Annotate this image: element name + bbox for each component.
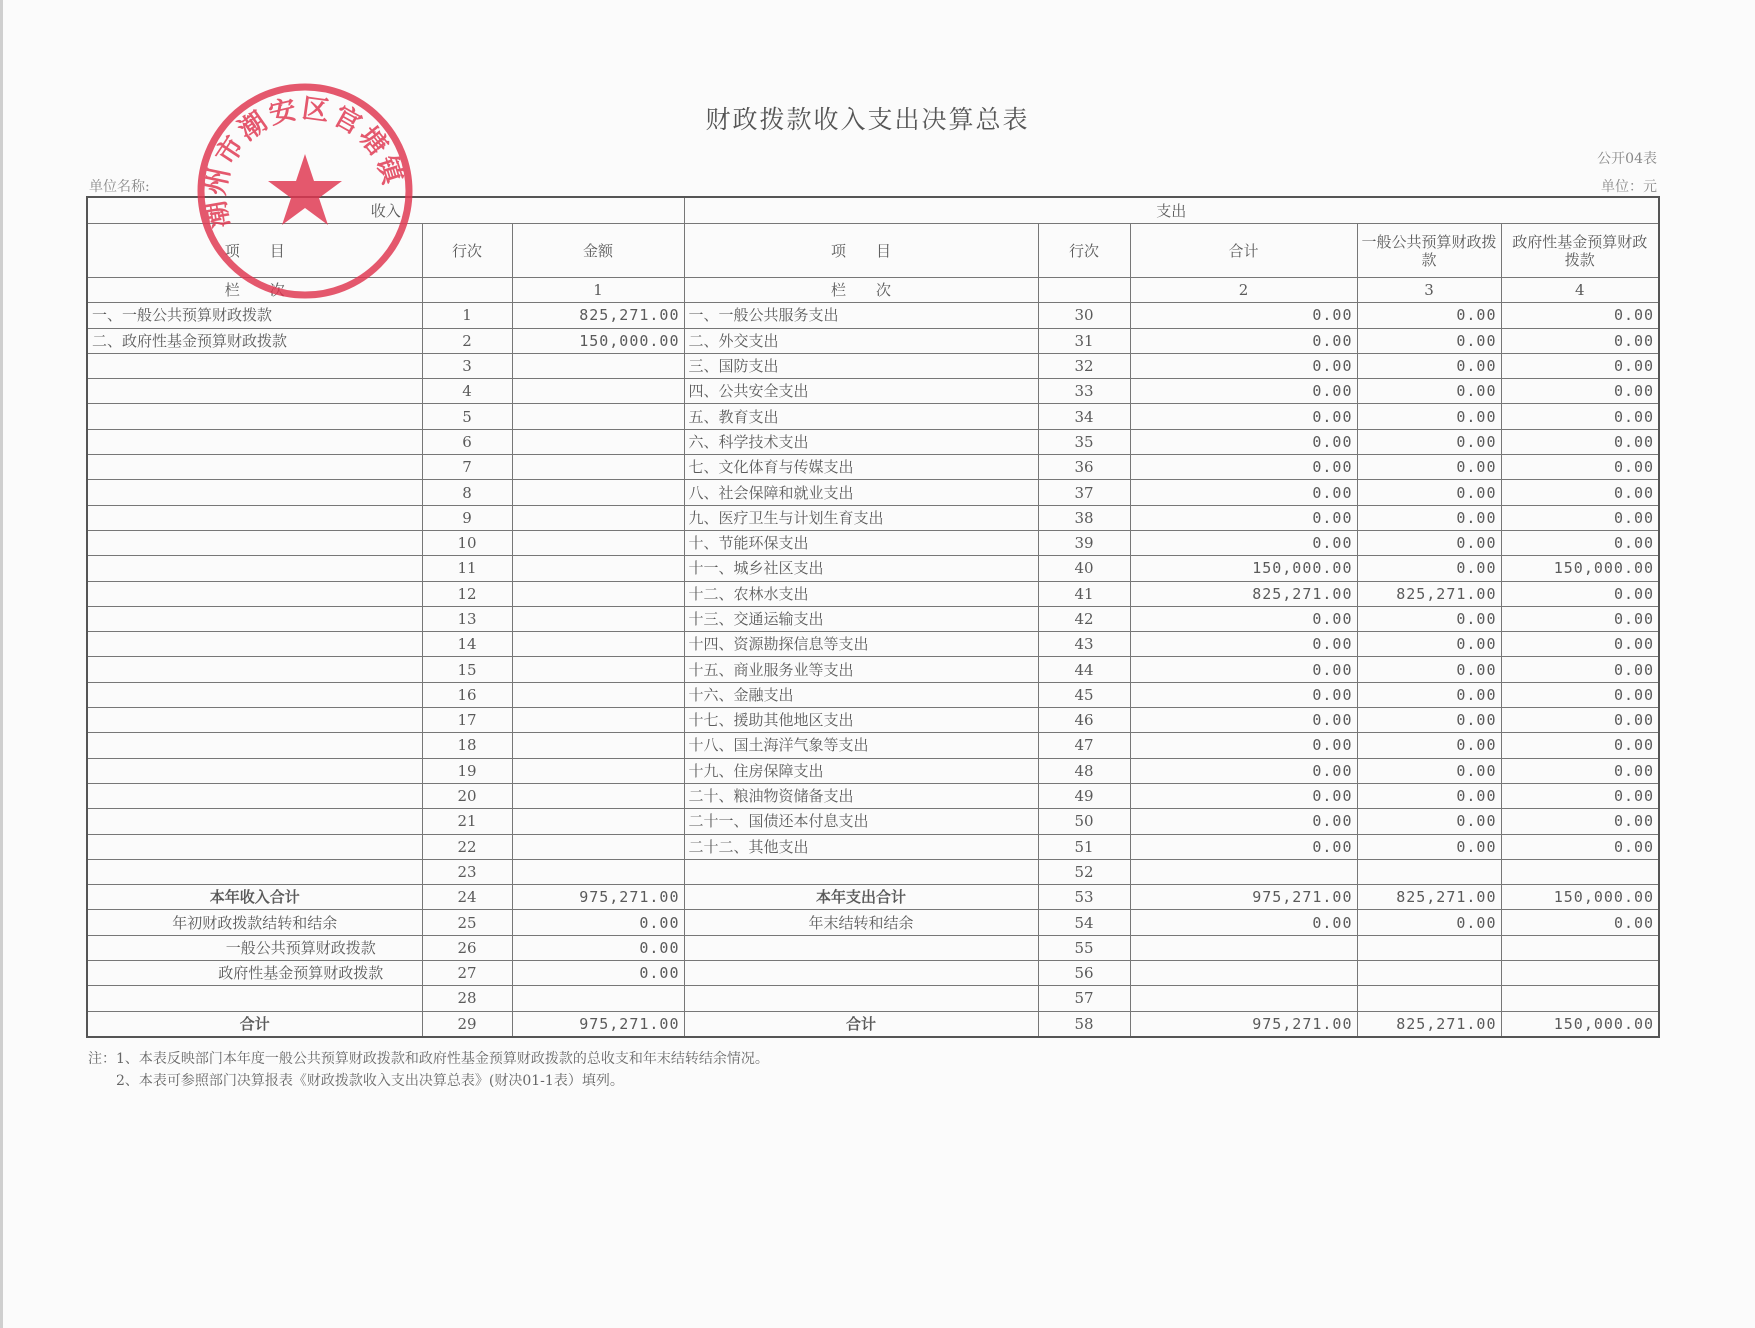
- page-title: 财政拨款收入支出决算总表: [705, 105, 1030, 134]
- income-row-no: 29: [422, 1011, 512, 1037]
- expense-general-budget: 0.00: [1357, 758, 1501, 783]
- expense-total: 825,271.00: [1130, 581, 1357, 606]
- table-row: [87, 606, 1659, 631]
- column-index-2: 2: [1130, 278, 1357, 303]
- income-item: [87, 379, 422, 404]
- income-row-no: 2: [422, 328, 512, 353]
- income-row-no: 24: [422, 885, 512, 910]
- income-amount: [512, 682, 684, 707]
- income-row-no: 22: [422, 834, 512, 859]
- income-row-no: 9: [422, 505, 512, 530]
- income-item-header: 项 目: [87, 224, 422, 278]
- expense-gov-fund: [1501, 859, 1659, 884]
- column-index-1: 1: [512, 278, 684, 303]
- expense-row-no: 37: [1038, 480, 1130, 505]
- table-row: [87, 581, 1659, 606]
- expense-general-budget: 0.00: [1357, 379, 1501, 404]
- income-row-no: 10: [422, 530, 512, 555]
- expense-gov-fund: 0.00: [1501, 632, 1659, 657]
- income-amount: [512, 758, 684, 783]
- table-row: [87, 379, 1659, 404]
- expense-item: 五、教育支出: [684, 404, 1038, 429]
- scan-edge: [0, 0, 3, 1328]
- expense-general-budget: 0.00: [1357, 733, 1501, 758]
- income-amount: [512, 733, 684, 758]
- expense-total: 0.00: [1130, 353, 1357, 378]
- currency-unit: 单位：元: [1601, 179, 1657, 195]
- income-item: [87, 708, 422, 733]
- expense-general-budget: 825,271.00: [1357, 1011, 1501, 1037]
- table-row: [87, 556, 1659, 581]
- expense-item: 本年支出合计: [684, 885, 1038, 910]
- seal-star-icon: [268, 154, 342, 225]
- expense-item: 六、科学技术支出: [684, 429, 1038, 454]
- expense-general-budget: 0.00: [1357, 480, 1501, 505]
- table-row: [87, 834, 1659, 859]
- income-item: [87, 657, 422, 682]
- expense-total: 150,000.00: [1130, 556, 1357, 581]
- column-index-4: 4: [1501, 278, 1659, 303]
- expense-item: 三、国防支出: [684, 353, 1038, 378]
- expense-row-no: 43: [1038, 632, 1130, 657]
- expense-item: 十九、住房保障支出: [684, 758, 1038, 783]
- expense-general-budget: 0.00: [1357, 505, 1501, 530]
- expense-general-budget: 0.00: [1357, 783, 1501, 808]
- table-body: [87, 197, 1659, 1037]
- appropriation-summary-table: [86, 196, 1660, 1038]
- expense-item: 十四、资源勘探信息等支出: [684, 632, 1038, 657]
- expense-row-no: 38: [1038, 505, 1130, 530]
- expense-total: 0.00: [1130, 758, 1357, 783]
- expense-general-budget: 825,271.00: [1357, 885, 1501, 910]
- expense-gov-fund: 0.00: [1501, 404, 1659, 429]
- income-item: [87, 809, 422, 834]
- income-amount: [512, 708, 684, 733]
- expense-row-no: 44: [1038, 657, 1130, 682]
- income-item: [87, 556, 422, 581]
- expense-total: 0.00: [1130, 480, 1357, 505]
- expense-row-no: 55: [1038, 935, 1130, 960]
- expense-gov-fund: 0.00: [1501, 455, 1659, 480]
- expense-gov-fund: 0.00: [1501, 379, 1659, 404]
- expense-gov-fund: 0.00: [1501, 682, 1659, 707]
- expense-row-no: 30: [1038, 303, 1130, 328]
- expense-gov-fund: [1501, 961, 1659, 986]
- expense-item: 十二、农林水支出: [684, 581, 1038, 606]
- income-amount: [512, 505, 684, 530]
- expense-general-budget: [1357, 935, 1501, 960]
- expense-gov-fund: 0.00: [1501, 910, 1659, 935]
- income-amount: [512, 809, 684, 834]
- empty-cell: [1038, 278, 1130, 303]
- official-seal-stamp: [190, 76, 420, 306]
- income-item: [87, 606, 422, 631]
- table-row: [87, 682, 1659, 707]
- income-row-no: 27: [422, 961, 512, 986]
- expense-total: 0.00: [1130, 834, 1357, 859]
- income-amount: 975,271.00: [512, 1011, 684, 1037]
- column-index-3: 3: [1357, 278, 1501, 303]
- income-row-no-header: 行次: [422, 224, 512, 278]
- income-row-no: 26: [422, 935, 512, 960]
- expense-section-header: 支出: [684, 197, 1659, 224]
- income-row-no: 6: [422, 429, 512, 454]
- expense-total: 0.00: [1130, 328, 1357, 353]
- income-row-no: 15: [422, 657, 512, 682]
- expense-general-budget: 0.00: [1357, 682, 1501, 707]
- income-item: [87, 480, 422, 505]
- income-row-no: 13: [422, 606, 512, 631]
- income-item: [87, 986, 422, 1011]
- expense-gov-fund: 0.00: [1501, 480, 1659, 505]
- expense-general-budget: 0.00: [1357, 606, 1501, 631]
- income-amount: 975,271.00: [512, 885, 684, 910]
- expense-gov-fund: [1501, 935, 1659, 960]
- table-row: [87, 632, 1659, 657]
- expense-row-no: 33: [1038, 379, 1130, 404]
- expense-row-no: 52: [1038, 859, 1130, 884]
- expense-item: 十六、金融支出: [684, 682, 1038, 707]
- income-amount: [512, 480, 684, 505]
- expense-total: [1130, 986, 1357, 1011]
- expense-gov-fund: 0.00: [1501, 733, 1659, 758]
- expense-gov-fund: 0.00: [1501, 606, 1659, 631]
- expense-row-no: 50: [1038, 809, 1130, 834]
- table-row: [87, 530, 1659, 555]
- table-row: [87, 758, 1659, 783]
- expense-item: 八、社会保障和就业支出: [684, 480, 1038, 505]
- summary-row: [87, 935, 1659, 960]
- expense-item: 十三、交通运输支出: [684, 606, 1038, 631]
- expense-item: 九、医疗卫生与计划生育支出: [684, 505, 1038, 530]
- expense-general-budget: [1357, 961, 1501, 986]
- income-row-no: 7: [422, 455, 512, 480]
- income-item: [87, 505, 422, 530]
- income-amount: [512, 632, 684, 657]
- table-row: [87, 480, 1659, 505]
- income-amount: 0.00: [512, 910, 684, 935]
- expense-item: 二、外交支出: [684, 328, 1038, 353]
- income-row-no: 28: [422, 986, 512, 1011]
- expense-item: [684, 859, 1038, 884]
- income-amount: 0.00: [512, 961, 684, 986]
- expense-item: 四、公共安全支出: [684, 379, 1038, 404]
- income-amount: [512, 606, 684, 631]
- expense-general-budget: [1357, 986, 1501, 1011]
- expense-gov-fund: 0.00: [1501, 328, 1659, 353]
- expense-row-no-header: 行次: [1038, 224, 1130, 278]
- income-amount: [512, 404, 684, 429]
- income-row-no: 23: [422, 859, 512, 884]
- general-budget-header: 一般公共预算财政拨款: [1357, 224, 1501, 278]
- form-number: 公开04表: [1597, 151, 1657, 167]
- footnote-2: 2、本表可参照部门决算报表《财政拨款收入支出决算总表》(财决01-1表）填列。: [88, 1073, 624, 1089]
- income-item: [87, 733, 422, 758]
- table-row: [87, 733, 1659, 758]
- expense-total: 0.00: [1130, 379, 1357, 404]
- income-amount: [512, 455, 684, 480]
- grand-total-row: [87, 1011, 1659, 1037]
- income-row-no: 18: [422, 733, 512, 758]
- expense-row-no: 48: [1038, 758, 1130, 783]
- income-amount: 825,271.00: [512, 303, 684, 328]
- income-item: [87, 581, 422, 606]
- expense-row-no: 57: [1038, 986, 1130, 1011]
- income-amount: [512, 783, 684, 808]
- expense-total: 975,271.00: [1130, 1011, 1357, 1037]
- expense-row-no: 32: [1038, 353, 1130, 378]
- expense-general-budget: 0.00: [1357, 353, 1501, 378]
- expense-item: 十、节能环保支出: [684, 530, 1038, 555]
- expense-gov-fund: 0.00: [1501, 353, 1659, 378]
- income-row-no: 4: [422, 379, 512, 404]
- income-item: [87, 682, 422, 707]
- expense-gov-fund: 0.00: [1501, 429, 1659, 454]
- income-amount: [512, 657, 684, 682]
- expense-general-budget: 0.00: [1357, 328, 1501, 353]
- income-amount: 150,000.00: [512, 328, 684, 353]
- expense-general-budget: [1357, 859, 1501, 884]
- expense-total: 0.00: [1130, 682, 1357, 707]
- expense-general-budget: 0.00: [1357, 632, 1501, 657]
- expense-row-no: 31: [1038, 328, 1130, 353]
- expense-item: 十八、国土海洋气象等支出: [684, 733, 1038, 758]
- table-row: [87, 429, 1659, 454]
- table-row: [87, 505, 1659, 530]
- expense-gov-fund: 0.00: [1501, 834, 1659, 859]
- income-row-no: 14: [422, 632, 512, 657]
- summary-row: [87, 986, 1659, 1011]
- expense-row-no: 49: [1038, 783, 1130, 808]
- summary-row: [87, 885, 1659, 910]
- income-row-no: 12: [422, 581, 512, 606]
- income-amount: [512, 353, 684, 378]
- expense-general-budget: 0.00: [1357, 834, 1501, 859]
- expense-total: 0.00: [1130, 632, 1357, 657]
- expense-total: 0.00: [1130, 455, 1357, 480]
- expense-item: 年末结转和结余: [684, 910, 1038, 935]
- table-row: [87, 708, 1659, 733]
- expense-column-label: 栏 次: [684, 278, 1038, 303]
- empty-cell: [422, 278, 512, 303]
- expense-total: 0.00: [1130, 429, 1357, 454]
- expense-general-budget: 0.00: [1357, 910, 1501, 935]
- expense-general-budget: 0.00: [1357, 708, 1501, 733]
- income-item: 二、政府性基金预算财政拨款: [87, 328, 422, 353]
- income-item: 合计: [87, 1011, 422, 1037]
- expense-total: 0.00: [1130, 606, 1357, 631]
- expense-row-no: 41: [1038, 581, 1130, 606]
- expense-row-no: 51: [1038, 834, 1130, 859]
- expense-total: 0.00: [1130, 809, 1357, 834]
- income-item: [87, 353, 422, 378]
- income-amount: [512, 581, 684, 606]
- income-item: [87, 834, 422, 859]
- income-item: 政府性基金预算财政拨款: [87, 961, 422, 986]
- income-item: [87, 530, 422, 555]
- income-row-no: 17: [422, 708, 512, 733]
- table-row: [87, 859, 1659, 884]
- expense-item: [684, 986, 1038, 1011]
- income-amount: 0.00: [512, 935, 684, 960]
- income-row-no: 19: [422, 758, 512, 783]
- expense-general-budget: 0.00: [1357, 455, 1501, 480]
- expense-row-no: 56: [1038, 961, 1130, 986]
- expense-gov-fund: 0.00: [1501, 303, 1659, 328]
- expense-total: 0.00: [1130, 783, 1357, 808]
- table-row: [87, 404, 1659, 429]
- expense-total: 0.00: [1130, 505, 1357, 530]
- income-row-no: 1: [422, 303, 512, 328]
- income-section-header: 收入: [87, 197, 684, 224]
- expense-total: [1130, 935, 1357, 960]
- expense-gov-fund: 0.00: [1501, 708, 1659, 733]
- table-row: [87, 809, 1659, 834]
- expense-row-no: 40: [1038, 556, 1130, 581]
- income-amount-header: 金额: [512, 224, 684, 278]
- income-item: 本年收入合计: [87, 885, 422, 910]
- expense-total: 0.00: [1130, 530, 1357, 555]
- expense-item-header: 项 目: [684, 224, 1038, 278]
- expense-total: 0.00: [1130, 733, 1357, 758]
- expense-item: 七、文化体育与传媒支出: [684, 455, 1038, 480]
- income-item: [87, 859, 422, 884]
- table-row: [87, 455, 1659, 480]
- unit-name-label: 单位名称:: [89, 179, 150, 195]
- summary-row: [87, 961, 1659, 986]
- income-item: [87, 758, 422, 783]
- expense-general-budget: 0.00: [1357, 530, 1501, 555]
- income-amount: [512, 530, 684, 555]
- income-item: 一般公共预算财政拨款: [87, 935, 422, 960]
- income-item: 一、一般公共预算财政拨款: [87, 303, 422, 328]
- expense-gov-fund: 0.00: [1501, 657, 1659, 682]
- expense-item: 十七、援助其他地区支出: [684, 708, 1038, 733]
- expense-general-budget: 0.00: [1357, 429, 1501, 454]
- expense-gov-fund: 0.00: [1501, 809, 1659, 834]
- expense-gov-fund: 150,000.00: [1501, 885, 1659, 910]
- expense-total: 975,271.00: [1130, 885, 1357, 910]
- expense-total: 0.00: [1130, 657, 1357, 682]
- income-row-no: 11: [422, 556, 512, 581]
- expense-row-no: 58: [1038, 1011, 1130, 1037]
- expense-gov-fund: 0.00: [1501, 505, 1659, 530]
- expense-total-header: 合计: [1130, 224, 1357, 278]
- gov-fund-header: 政府性基金预算财政拨款: [1501, 224, 1659, 278]
- expense-item: 一、一般公共服务支出: [684, 303, 1038, 328]
- expense-total: 0.00: [1130, 404, 1357, 429]
- expense-total: 0.00: [1130, 910, 1357, 935]
- income-amount: [512, 429, 684, 454]
- expense-gov-fund: [1501, 986, 1659, 1011]
- table-row: [87, 657, 1659, 682]
- expense-total: [1130, 961, 1357, 986]
- income-row-no: 5: [422, 404, 512, 429]
- expense-gov-fund: 0.00: [1501, 758, 1659, 783]
- income-item: [87, 455, 422, 480]
- income-amount: [512, 859, 684, 884]
- footnote-1: 注：1、本表反映部门本年度一般公共预算财政拨款和政府性基金预算财政拨款的总收支和年末结转结余情况。: [88, 1051, 769, 1067]
- expense-row-no: 36: [1038, 455, 1130, 480]
- seal-text: 潮州市潮安区官塘镇: [199, 93, 409, 231]
- expense-gov-fund: 0.00: [1501, 783, 1659, 808]
- expense-total: [1130, 859, 1357, 884]
- income-row-no: 20: [422, 783, 512, 808]
- table-row: [87, 783, 1659, 808]
- income-item: [87, 404, 422, 429]
- expense-general-budget: 0.00: [1357, 809, 1501, 834]
- expense-item: 十一、城乡社区支出: [684, 556, 1038, 581]
- expense-item: [684, 935, 1038, 960]
- footnotes: [88, 1048, 769, 1092]
- expense-item: 二十一、国债还本付息支出: [684, 809, 1038, 834]
- table-row: [87, 328, 1659, 353]
- expense-item: 二十二、其他支出: [684, 834, 1038, 859]
- expense-gov-fund: 150,000.00: [1501, 556, 1659, 581]
- expense-general-budget: 825,271.00: [1357, 581, 1501, 606]
- expense-general-budget: 0.00: [1357, 303, 1501, 328]
- income-item: [87, 783, 422, 808]
- expense-gov-fund: 0.00: [1501, 581, 1659, 606]
- expense-item: [684, 961, 1038, 986]
- table-row: [87, 353, 1659, 378]
- income-column-label: 栏 次: [87, 278, 422, 303]
- income-row-no: 8: [422, 480, 512, 505]
- expense-row-no: 45: [1038, 682, 1130, 707]
- expense-row-no: 42: [1038, 606, 1130, 631]
- income-row-no: 3: [422, 353, 512, 378]
- expense-row-no: 34: [1038, 404, 1130, 429]
- income-amount: [512, 834, 684, 859]
- income-row-no: 25: [422, 910, 512, 935]
- income-row-no: 16: [422, 682, 512, 707]
- income-amount: [512, 986, 684, 1011]
- expense-gov-fund: 150,000.00: [1501, 1011, 1659, 1037]
- expense-item: 十五、商业服务业等支出: [684, 657, 1038, 682]
- expense-row-no: 46: [1038, 708, 1130, 733]
- expense-total: 0.00: [1130, 303, 1357, 328]
- expense-row-no: 47: [1038, 733, 1130, 758]
- income-amount: [512, 556, 684, 581]
- expense-total: 0.00: [1130, 708, 1357, 733]
- expense-item: 合计: [684, 1011, 1038, 1037]
- income-amount: [512, 379, 684, 404]
- expense-row-no: 35: [1038, 429, 1130, 454]
- expense-row-no: 39: [1038, 530, 1130, 555]
- expense-gov-fund: 0.00: [1501, 530, 1659, 555]
- income-row-no: 21: [422, 809, 512, 834]
- expense-row-no: 54: [1038, 910, 1130, 935]
- expense-item: 二十、粮油物资储备支出: [684, 783, 1038, 808]
- income-item: [87, 429, 422, 454]
- expense-general-budget: 0.00: [1357, 404, 1501, 429]
- table-row: [87, 303, 1659, 328]
- expense-row-no: 53: [1038, 885, 1130, 910]
- expense-general-budget: 0.00: [1357, 556, 1501, 581]
- summary-row: [87, 910, 1659, 935]
- expense-general-budget: 0.00: [1357, 657, 1501, 682]
- income-item: [87, 632, 422, 657]
- income-item: 年初财政拨款结转和结余: [87, 910, 422, 935]
